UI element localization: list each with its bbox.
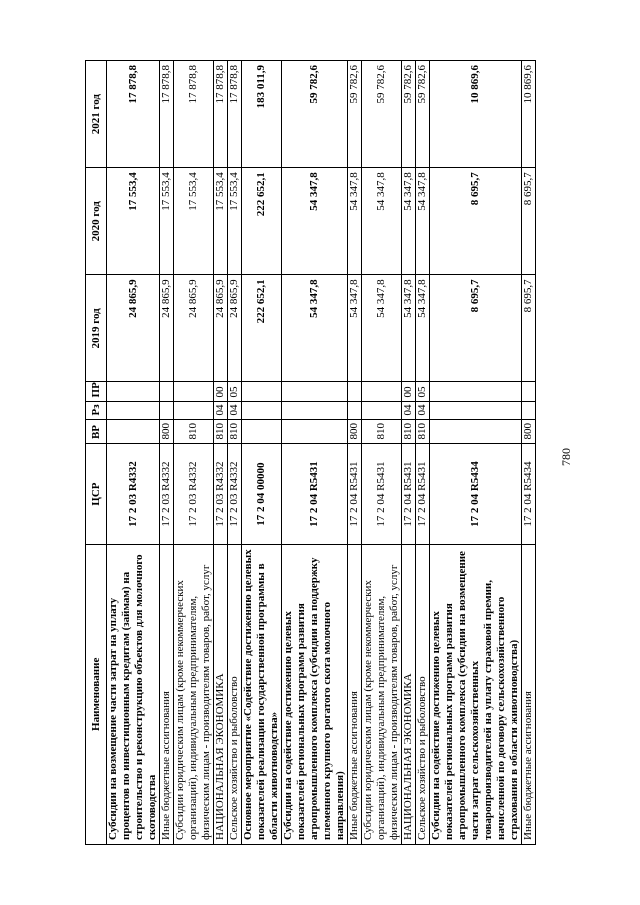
page-number: 780 <box>559 448 573 466</box>
cell-vr <box>242 420 282 444</box>
table-row <box>214 61 228 845</box>
cell-vr: 810 <box>174 420 214 444</box>
cell-2020: 17 553,4 <box>174 168 214 275</box>
cell-2019: 24 865,9 <box>160 275 174 382</box>
cell-2020: 54 347,8 <box>282 168 348 275</box>
cell-2020: 54 347,8 <box>348 168 362 275</box>
table-row <box>348 61 362 845</box>
cell-2021: 183 011,9 <box>242 61 282 168</box>
cell-name: Иные бюджетные ассигнования <box>160 544 174 844</box>
cell-rz <box>160 402 174 420</box>
cell-2019: 54 347,8 <box>282 275 348 382</box>
cell-csr: 17 2 04 R5434 <box>430 444 522 544</box>
cell-2020: 17 553,4 <box>160 168 174 275</box>
table-row <box>430 61 522 845</box>
cell-name: Субсидии на содействие достижению целевых показателей региональных программ развития агропромышленного комплекса (субсидии на возмещение части затрат сельскохозяйственных товаропроизводителей на уплату страховой премии, начисленной по договору сельскохозяйственного страхования в области животноводства) <box>430 544 522 844</box>
cell-rz <box>107 402 160 420</box>
cell-2021: 59 782,6 <box>348 61 362 168</box>
cell-2019: 24 865,9 <box>214 275 228 382</box>
cell-pr <box>430 382 522 402</box>
table-row <box>242 61 282 845</box>
cell-rz <box>348 402 362 420</box>
cell-name: Субсидии на возмещение части затрат на уплату процентов по инвестиционным кредитам (займам) на строительство и реконструкцию объектов для молочного скотоводства <box>107 544 160 844</box>
cell-vr: 800 <box>522 420 536 444</box>
cell-pr <box>242 382 282 402</box>
table-row <box>402 61 416 845</box>
cell-2019: 24 865,9 <box>107 275 160 382</box>
cell-pr <box>282 382 348 402</box>
cell-2021: 17 878,8 <box>214 61 228 168</box>
cell-csr: 17 2 04 R5431 <box>362 444 402 544</box>
cell-2019: 54 347,8 <box>416 275 430 382</box>
cell-rz <box>522 402 536 420</box>
cell-vr: 810 <box>362 420 402 444</box>
cell-vr <box>107 420 160 444</box>
cell-name: Иные бюджетные ассигнования <box>522 544 536 844</box>
cell-2020: 222 652,1 <box>242 168 282 275</box>
cell-2021: 10 869,6 <box>522 61 536 168</box>
cell-2021: 17 878,8 <box>174 61 214 168</box>
cell-pr <box>522 382 536 402</box>
cell-2020: 54 347,8 <box>402 168 416 275</box>
header-csr: ЦСР <box>86 444 107 544</box>
cell-csr: 17 2 04 R5434 <box>522 444 536 544</box>
cell-rz: 04 <box>228 402 242 420</box>
cell-pr: 05 <box>228 382 242 402</box>
cell-rz <box>174 402 214 420</box>
cell-name: Сельское хозяйство и рыболовство <box>416 544 430 844</box>
cell-2021: 59 782,6 <box>282 61 348 168</box>
table-row <box>522 61 536 845</box>
header-name: Наименование <box>86 544 107 844</box>
cell-2020: 54 347,8 <box>416 168 430 275</box>
cell-vr: 810 <box>402 420 416 444</box>
rotated-table-wrapper <box>85 60 555 845</box>
cell-rz: 04 <box>402 402 416 420</box>
cell-2019: 24 865,9 <box>174 275 214 382</box>
table-row <box>228 61 242 845</box>
cell-2020: 54 347,8 <box>362 168 402 275</box>
cell-csr: 17 2 03 R4332 <box>214 444 228 544</box>
table-row <box>362 61 402 845</box>
budget-table <box>85 60 536 845</box>
cell-2021: 59 782,6 <box>362 61 402 168</box>
cell-vr: 800 <box>348 420 362 444</box>
table-row <box>160 61 174 845</box>
table-row <box>174 61 214 845</box>
cell-vr: 810 <box>416 420 430 444</box>
cell-name: Иные бюджетные ассигнования <box>348 544 362 844</box>
cell-2021: 59 782,6 <box>416 61 430 168</box>
table-row <box>416 61 430 845</box>
cell-2019: 54 347,8 <box>348 275 362 382</box>
table-row <box>107 61 160 845</box>
cell-csr: 17 2 03 R4332 <box>228 444 242 544</box>
cell-vr: 800 <box>160 420 174 444</box>
cell-vr <box>282 420 348 444</box>
cell-csr: 17 2 04 00000 <box>242 444 282 544</box>
cell-vr: 810 <box>214 420 228 444</box>
cell-pr <box>174 382 214 402</box>
cell-2021: 10 869,6 <box>430 61 522 168</box>
cell-pr <box>362 382 402 402</box>
cell-pr: 00 <box>214 382 228 402</box>
header-vr: ВР <box>86 420 107 444</box>
cell-csr: 17 2 03 R4332 <box>160 444 174 544</box>
cell-2020: 17 553,4 <box>107 168 160 275</box>
cell-csr: 17 2 04 R5431 <box>348 444 362 544</box>
cell-csr: 17 2 03 R4332 <box>174 444 214 544</box>
cell-2021: 17 878,8 <box>107 61 160 168</box>
cell-2019: 8 695,7 <box>522 275 536 382</box>
header-pr: ПР <box>86 382 107 402</box>
cell-pr: 05 <box>416 382 430 402</box>
cell-2020: 17 553,4 <box>214 168 228 275</box>
cell-name: Основное мероприятие «Содействие достижению целевых показателей реализации государственной программы в области животноводства» <box>242 544 282 844</box>
cell-2021: 17 878,8 <box>160 61 174 168</box>
cell-2020: 8 695,7 <box>522 168 536 275</box>
cell-csr: 17 2 04 R5431 <box>402 444 416 544</box>
cell-rz <box>282 402 348 420</box>
cell-2019: 8 695,7 <box>430 275 522 382</box>
cell-csr: 17 2 04 R5431 <box>282 444 348 544</box>
cell-pr: 00 <box>402 382 416 402</box>
cell-rz: 04 <box>214 402 228 420</box>
cell-rz: 04 <box>416 402 430 420</box>
cell-2020: 17 553,4 <box>228 168 242 275</box>
header-rz: Рз <box>86 402 107 420</box>
cell-2021: 59 782,6 <box>402 61 416 168</box>
header-2019: 2019 год <box>86 275 107 382</box>
cell-pr <box>160 382 174 402</box>
cell-pr <box>107 382 160 402</box>
cell-name: Субсидии юридическим лицам (кроме некоммерческих организаций), индивидуальным предпринимателям, физическим лицам - производителям товаров, работ, услуг <box>362 544 402 844</box>
cell-csr: 17 2 04 R5431 <box>416 444 430 544</box>
cell-2019: 54 347,8 <box>402 275 416 382</box>
cell-2019: 54 347,8 <box>362 275 402 382</box>
cell-name: Субсидии юридическим лицам (кроме некоммерческих организаций), индивидуальным предпринимателям, физическим лицам - производителям товаров, работ, услуг <box>174 544 214 844</box>
cell-2020: 8 695,7 <box>430 168 522 275</box>
table-row <box>282 61 348 845</box>
cell-2019: 24 865,9 <box>228 275 242 382</box>
cell-name: НАЦИОНАЛЬНАЯ ЭКОНОМИКА <box>214 544 228 844</box>
cell-name: Субсидии на содействие достижению целевых показателей региональных программ развития агропромышленного комплекса (субсидии на поддержку племенного крупного рогатого скота молочного направления) <box>282 544 348 844</box>
header-2020: 2020 год <box>86 168 107 275</box>
cell-rz <box>362 402 402 420</box>
cell-name: Сельское хозяйство и рыболовство <box>228 544 242 844</box>
cell-vr: 810 <box>228 420 242 444</box>
cell-rz <box>242 402 282 420</box>
header-2021: 2021 год <box>86 61 107 168</box>
cell-rz <box>430 402 522 420</box>
cell-2021: 17 878,8 <box>228 61 242 168</box>
header-row <box>86 61 107 845</box>
cell-csr: 17 2 03 R4332 <box>107 444 160 544</box>
cell-2019: 222 652,1 <box>242 275 282 382</box>
cell-name: НАЦИОНАЛЬНАЯ ЭКОНОМИКА <box>402 544 416 844</box>
cell-vr <box>430 420 522 444</box>
cell-pr <box>348 382 362 402</box>
